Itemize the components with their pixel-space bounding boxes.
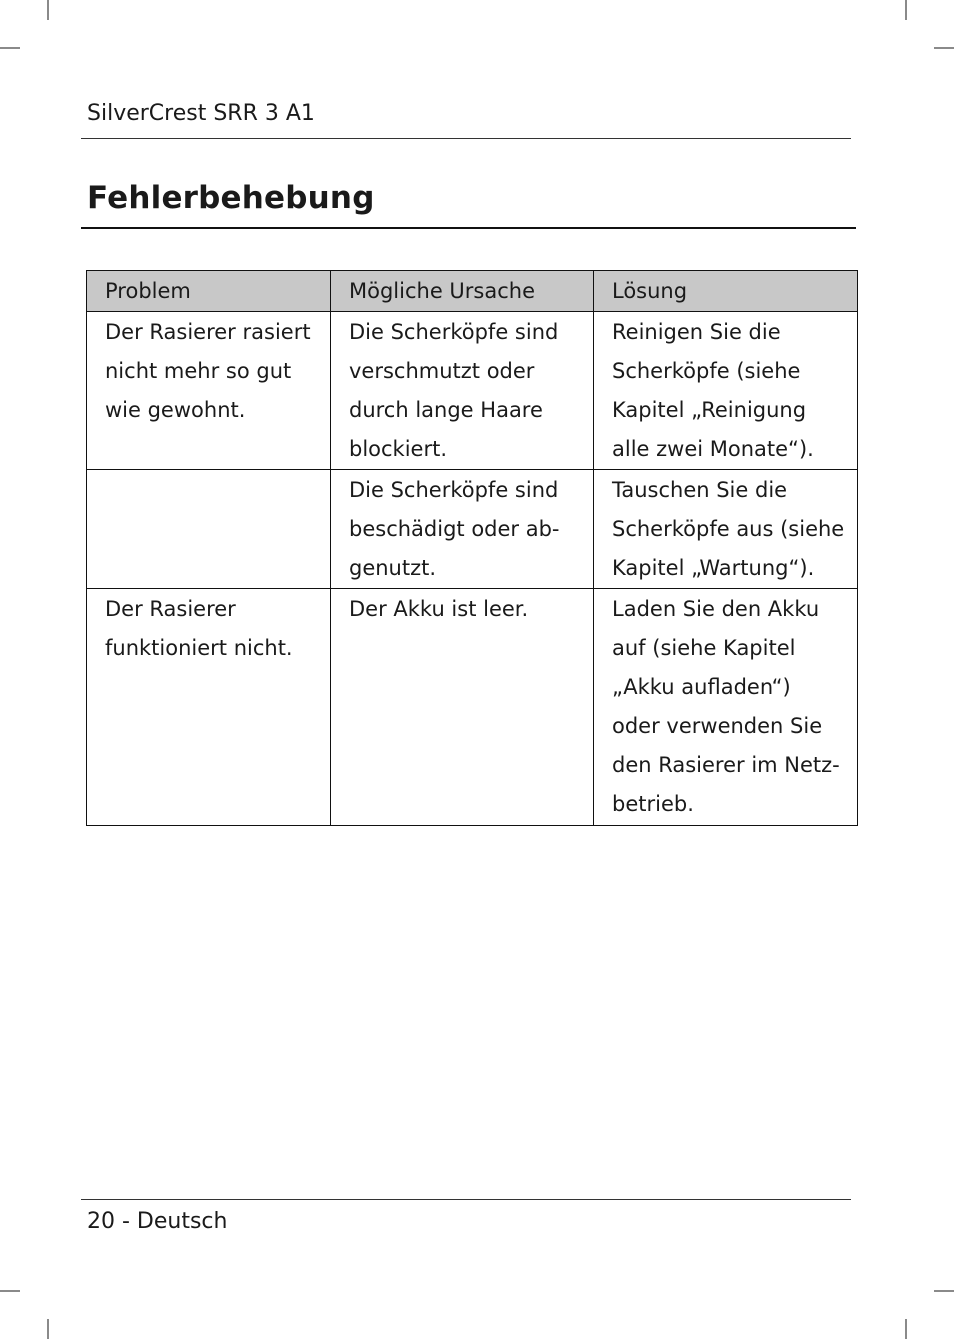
crop-mark-bottom-left-vertical [47, 1319, 49, 1339]
cell-cause: Die Scherköpfe sind beschädigt oder ab- genutzt. [331, 470, 594, 589]
crop-mark-top-right-vertical [905, 0, 907, 20]
cell-problem: Der Rasierer funktioniert nicht. [87, 589, 331, 826]
running-header-product: SilverCrest SRR 3 A1 [87, 101, 315, 126]
footer-rule [81, 1199, 851, 1200]
cell-solution: Laden Sie den Akku auf (siehe Kapitel „Akku aufladen“) oder verwenden Sie den Rasierer im Netz- betrieb. [594, 589, 858, 826]
table-row [87, 589, 858, 826]
page-number-language: 20 - Deutsch [87, 1209, 228, 1234]
header-rule [81, 138, 851, 139]
section-title-rule [81, 227, 856, 229]
crop-mark-bottom-right-horizontal [934, 1290, 954, 1292]
cell-cause: Die Scherköpfe sind verschmutzt oder durch lange Haare blockiert. [331, 312, 594, 470]
crop-mark-bottom-left-horizontal [0, 1290, 20, 1292]
crop-mark-top-left-vertical [47, 0, 49, 20]
crop-mark-top-right-horizontal [934, 47, 954, 49]
column-header-solution: Lösung [594, 271, 858, 312]
cell-solution: Tauschen Sie die Scherköpfe aus (siehe Kapitel „Wartung“). [594, 470, 858, 589]
cell-cause: Der Akku ist leer. [331, 589, 594, 826]
column-header-problem: Problem [87, 271, 331, 312]
table-header-row [87, 271, 858, 312]
cell-problem: Der Rasierer rasiert nicht mehr so gut wie gewohnt. [87, 312, 331, 470]
column-header-cause: Mögliche Ursache [331, 271, 594, 312]
cell-problem [87, 470, 331, 589]
table-row [87, 312, 858, 470]
section-title: Fehlerbehebung [87, 180, 375, 216]
crop-mark-bottom-right-vertical [905, 1319, 907, 1339]
table-row [87, 470, 858, 589]
troubleshooting-table [86, 270, 858, 826]
crop-mark-top-left-horizontal [0, 47, 20, 49]
cell-solution: Reinigen Sie die Scherköpfe (siehe Kapitel „Reinigung alle zwei Monate“). [594, 312, 858, 470]
